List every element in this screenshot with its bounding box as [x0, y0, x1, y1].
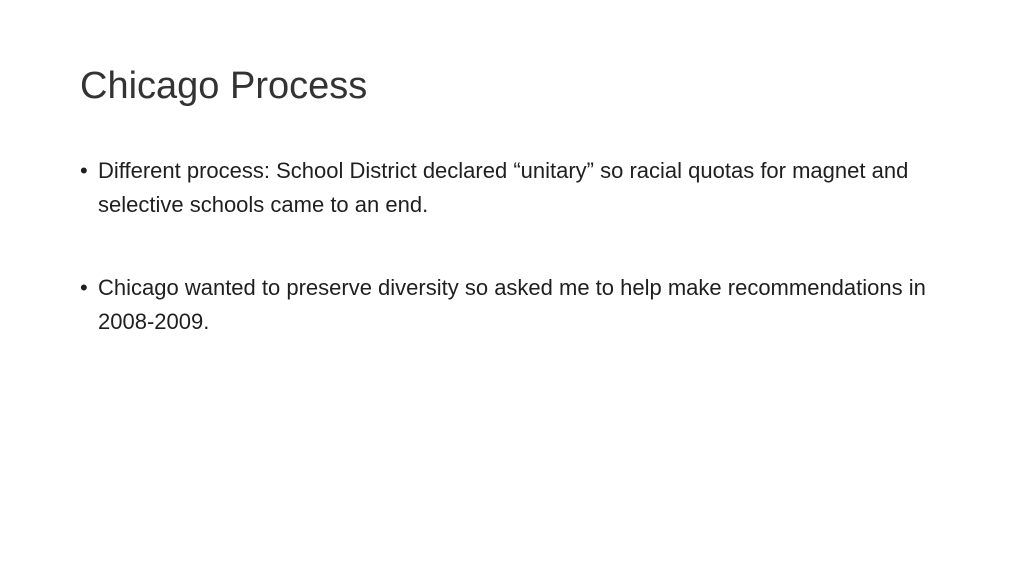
slide-title: Chicago Process	[80, 65, 368, 107]
bullet-marker-1: •	[80, 158, 88, 183]
bullet-text-2: Chicago wanted to preserve diversity so asked me to help make recommendations in 2008-2009.	[98, 275, 926, 334]
bullet-item-1	[80, 154, 940, 222]
bullet-marker-2: •	[80, 275, 88, 300]
bullet-text-1: Different process: School District declared “unitary” so racial quotas for magnet and selective schools came to an end.	[98, 158, 909, 217]
bullet-item-2	[80, 271, 940, 339]
bullet-list	[80, 154, 940, 339]
